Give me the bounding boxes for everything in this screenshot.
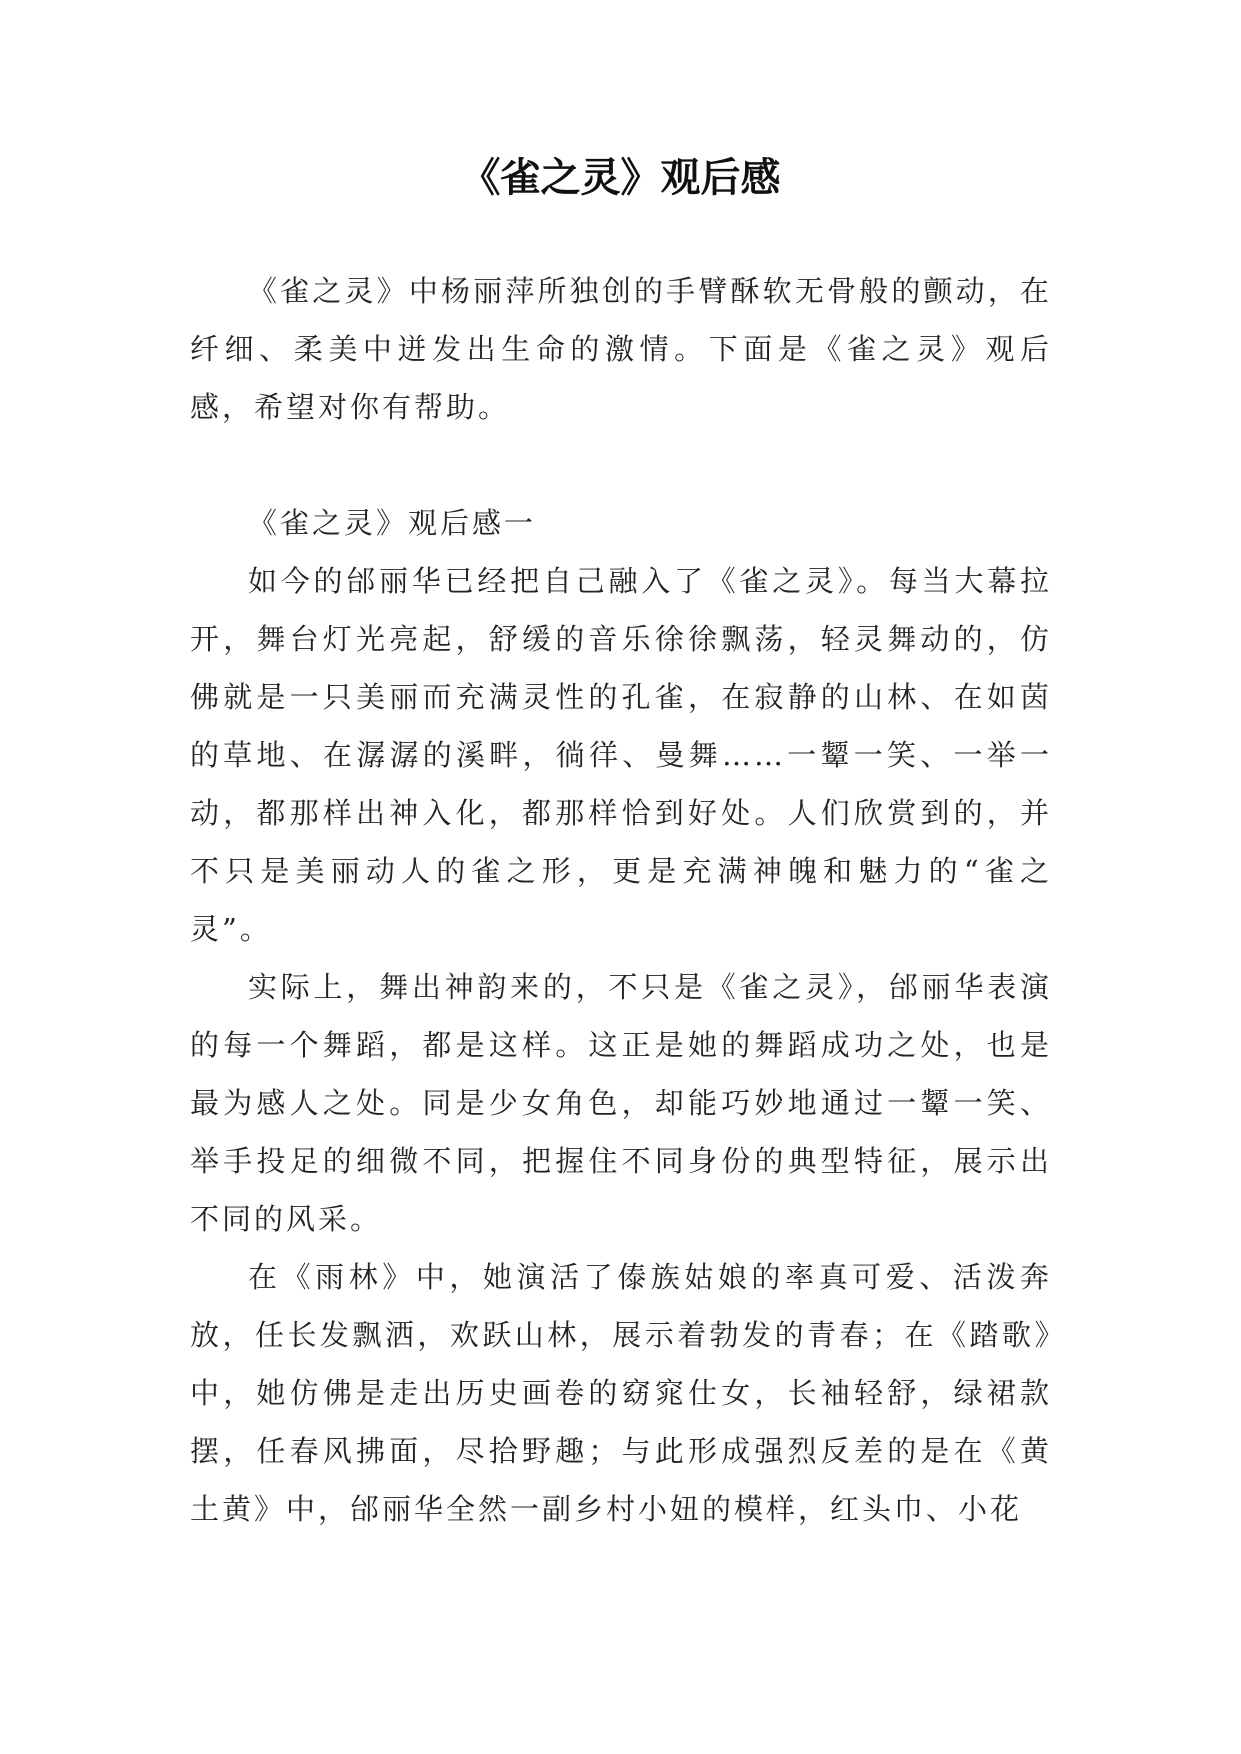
body-paragraph: 实际上，舞出神韵来的，不只是《雀之灵》，邰丽华表演的每一个舞蹈，都是这样。这正是她的舞蹈成功之处，也是最为感人之处。同是少女角色，却能巧妙地通过一颦一笑、举手投足的细微不同，把握住不同身份的典型特征，展示出不同的风采。 (190, 970, 1052, 1236)
intro-paragraph: 《雀之灵》中杨丽萍所独创的手臂酥软无骨般的颤动，在纤细、柔美中迸发出生命的激情。下面是《雀之灵》观后感，希望对你有帮助。 (190, 274, 1052, 424)
body-paragraph: 如今的邰丽华已经把自己融入了《雀之灵》。每当大幕拉开，舞台灯光亮起，舒缓的音乐徐徐飘荡，轻灵舞动的，仿佛就是一只美丽而充满灵性的孔雀，在寂静的山林、在如茵的草地、在潺潺的溪畔，徜徉、曼舞……一颦一笑、一举一动，都那样出神入化，都那样恰到好处。人们欣赏到的，并不只是美丽动人的雀之形，更是充满神魄和魅力的“雀之灵”。 (190, 564, 1052, 946)
body-paragraph: 在《雨林》中，她演活了傣族姑娘的率真可爱、活泼奔放，任长发飘洒，欢跃山林，展示着勃发的青春；在《踏歌》中，她仿佛是走出历史画卷的窈窕仕女，长袖轻舒，绿裙款摆，任春风拂面，尽拾野趣；与此形成强烈反差的是在《黄土黄》中，邰丽华全然一副乡村小妞的模样，红头巾、小花 (190, 1260, 1052, 1526)
document-body (190, 262, 1052, 1538)
section-heading: 《雀之灵》观后感一 (248, 506, 537, 540)
paragraph-gap (190, 436, 1052, 494)
document-title: 《雀之灵》观后感 (460, 155, 781, 201)
